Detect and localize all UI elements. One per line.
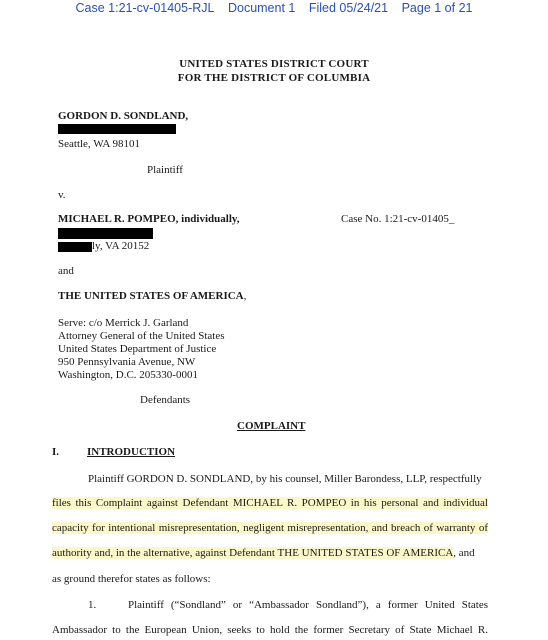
plaintiff-city: Seattle, WA 98101 — [58, 138, 140, 150]
filed-date-stamp: Filed 05/24/21 — [308, 1, 389, 15]
body-line-tail: , and — [453, 547, 475, 559]
defendants-label: Defendants — [140, 394, 191, 406]
case-number-stamp: Case 1:21-cv-01405-RJL — [75, 1, 215, 15]
redaction-bar — [58, 228, 153, 239]
body-line: Plaintiff GORDON D. SONDLAND, by his counsel, Miller Barondess, LLP, respectfully — [88, 473, 482, 485]
body-line: as ground therefor states as follows: — [52, 573, 211, 585]
defendant-usa-name — [58, 290, 246, 302]
body-line-highlighted: files this Complaint against Defendant MICHAEL R. POMPEO in his personal and individual — [52, 497, 488, 509]
and-label: and — [58, 265, 74, 277]
plaintiff-role: Plaintiff — [147, 164, 183, 176]
document-number-stamp: Document 1 — [227, 1, 296, 15]
paragraph-number: 1. — [88, 599, 97, 611]
section-title: INTRODUCTION — [87, 446, 176, 458]
serve-line: Washington, D.C. 205330-0001 — [58, 369, 198, 381]
body-line: Ambassador to the European Union, seeks to hold the former Secretary of State Michael R. — [52, 624, 488, 636]
defendant-usa-punct: , — [243, 290, 247, 302]
section-number: I. — [52, 446, 60, 458]
serve-line: Attorney General of the United States — [58, 330, 225, 342]
complaint-title: COMPLAINT — [237, 420, 306, 432]
body-line: Plaintiff (“Sondland” or “Ambassador Sondland”), a former United States — [128, 599, 488, 611]
body-line-highlighted: capacity for intentional misrepresentation, negligent misrepresentation, and breach of warranty of — [52, 522, 488, 534]
plaintiff-name: GORDON D. SONDLAND, — [58, 110, 189, 122]
serve-line: 950 Pennsylvania Avenue, NW — [58, 356, 196, 368]
case-number: Case No. 1:21-cv-01405_ — [341, 213, 455, 225]
versus-label: v. — [58, 189, 66, 201]
court-title-line2: FOR THE DISTRICT OF COLUMBIA — [177, 72, 371, 84]
serve-line: United States Department of Justice — [58, 343, 217, 355]
serve-line: Serve: c/o Merrick J. Garland — [58, 317, 189, 329]
redaction-bar — [58, 124, 176, 134]
redaction-bar — [58, 242, 92, 252]
defendant-usa-label: THE UNITED STATES OF AMERICA — [58, 290, 244, 302]
defendant-pompeo-address: ly, VA 20152 — [92, 240, 150, 252]
filing-header — [0, 1, 548, 15]
body-line — [52, 547, 475, 559]
body-line-highlighted: authority and, in the alternative, against Defendant THE UNITED STATES OF AMERICA — [52, 547, 454, 559]
page-count-stamp: Page 1 of 21 — [401, 1, 473, 15]
court-title-line1: UNITED STATES DISTRICT COURT — [179, 58, 369, 70]
defendant-pompeo-name: MICHAEL R. POMPEO, individually, — [58, 213, 240, 225]
